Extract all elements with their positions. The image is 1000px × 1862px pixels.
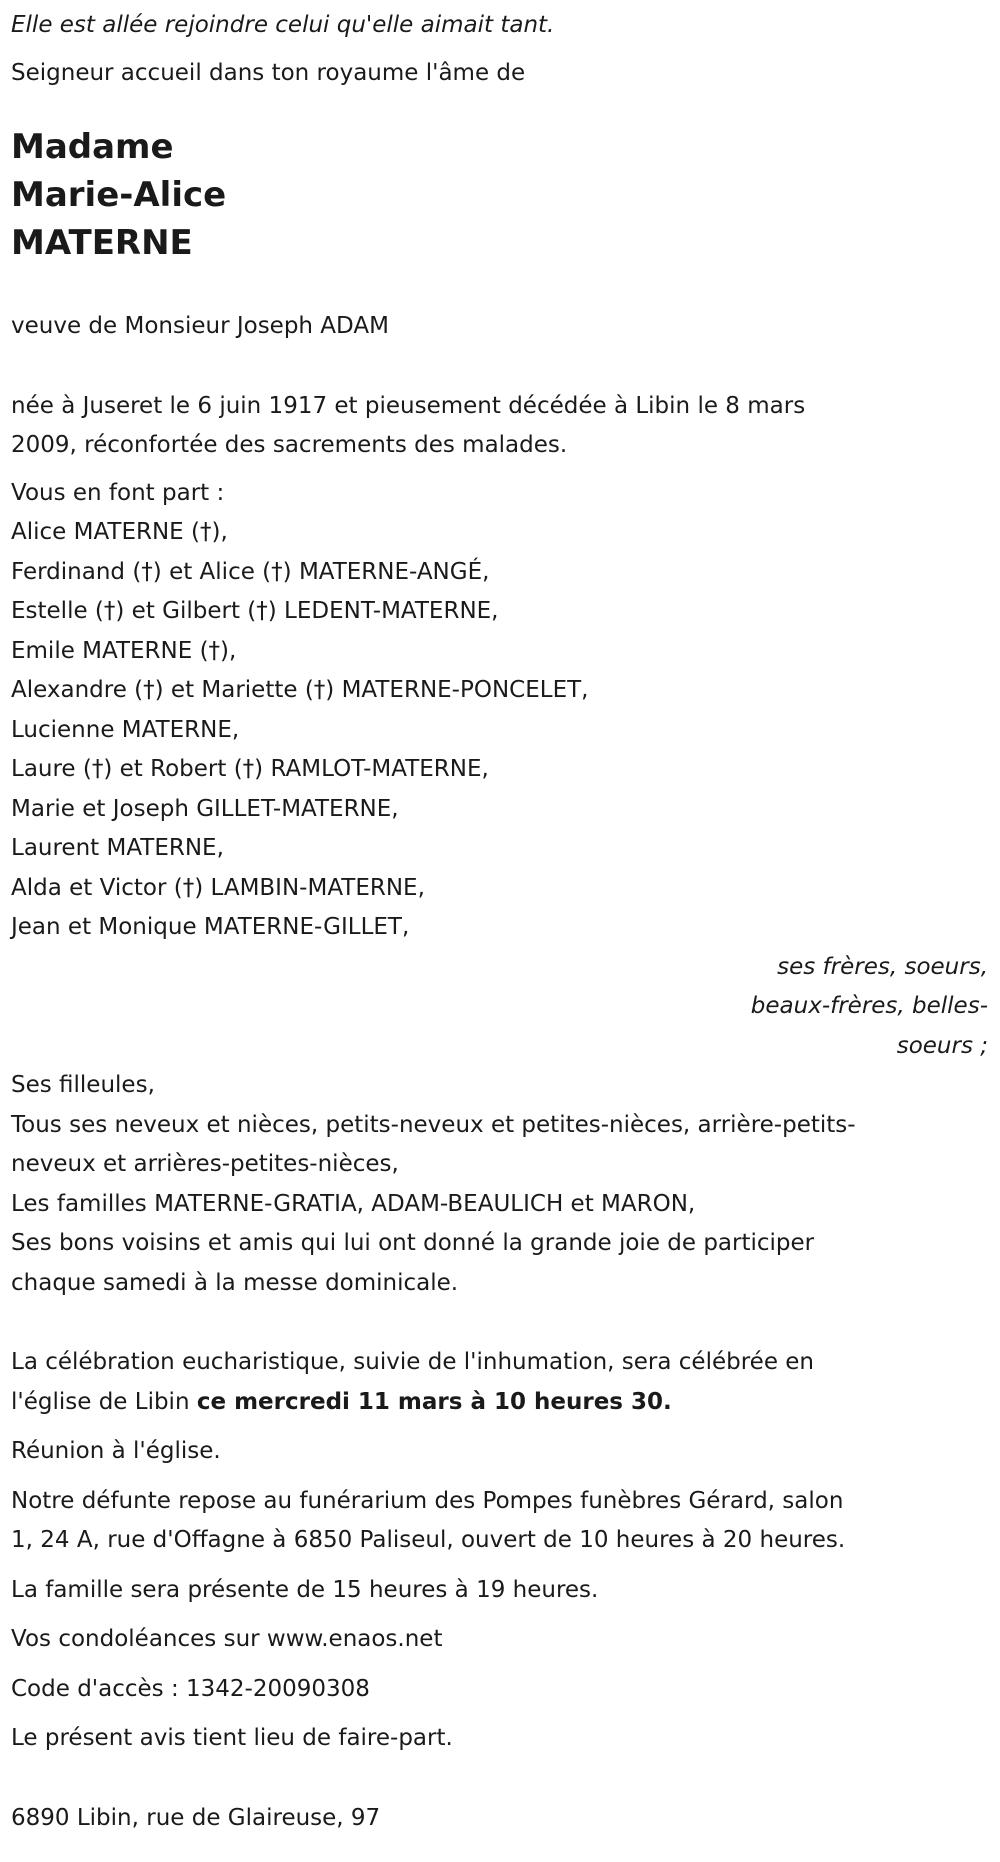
others-section [11,1066,1000,1303]
relation-line: beaux-frères, belles- [750,993,988,1019]
announcer-name: Laure (†) et Robert (†) RAMLOT-MATERNE, [11,756,489,782]
birth-death-line-1: née à Juseret le 6 juin 1917 et pieusement décédée à Libin le 8 mars [11,392,806,419]
others-line: Ses filleules, [11,1072,155,1098]
birth-death-line-2: 2009, réconfortée des sacrements des malades. [11,432,568,458]
family-present: La famille sera présente de 15 heures à 19 heures. [11,1576,599,1603]
condolences-line: Vos condoléances sur www.enaos.net [11,1626,443,1652]
others-line: Les familles MATERNE-GRATIA, ADAM-BEAULICH et MARON, [11,1190,696,1217]
announcer-name: Estelle (†) et Gilbert (†) LEDENT-MATERNE, [11,598,499,624]
ceremony-line-2 [11,1383,1000,1423]
others-line: Ses bons voisins et amis qui lui ont donné la grande joie de participer [11,1230,815,1256]
epigraph: Elle est allée rejoindre celui qu'elle aimait tant. [11,12,555,38]
announcer-name: Ferdinand (†) et Alice (†) MATERNE-ANGÉ, [11,558,490,585]
relation-note [11,948,988,1067]
address: 6890 Libin, rue de Glaireuse, 97 [11,1804,381,1831]
notice-line: Le présent avis tient lieu de faire-part. [11,1725,453,1751]
announcer-name: Alexandre (†) et Mariette (†) MATERNE-PONCELET, [11,677,589,703]
ceremony-location: l'église de Libin [11,1388,197,1415]
deceased-title: Madame [11,127,174,167]
announcers-intro: Vous en font part : [11,479,225,506]
announcer-name: Jean et Monique MATERNE-GILLET, [11,914,410,940]
deceased-first-name: Marie-Alice [11,175,227,215]
announcer-name: Alda et Victor (†) LAMBIN-MATERNE, [11,874,425,901]
ceremony-line-1: La célébration eucharistique, suivie de l'inhumation, sera célébrée en [11,1349,815,1375]
others-line: chaque samedi à la messe dominicale. [11,1269,459,1296]
meeting-note: Réunion à l'église. [11,1438,221,1464]
prayer-line: Seigneur accueil dans ton royaume l'âme de [11,59,526,86]
others-line: Tous ses neveux et nièces, petits-neveux et petites-nièces, arrière-petits- [11,1111,856,1138]
announcer-name: Alice MATERNE (†), [11,519,228,545]
access-code: Code d'accès : 1342-20090308 [11,1675,370,1702]
relation-line: soeurs ; [896,1032,988,1059]
birth-death-paragraph [11,387,1000,466]
widow-of: veuve de Monsieur Joseph ADAM [11,313,389,339]
ceremony-section [11,1343,1000,1759]
deceased-last-name: MATERNE [11,223,193,263]
ceremony-datetime: ce mercredi 11 mars à 10 heures 30. [196,1388,672,1415]
announcer-name: Lucienne MATERNE, [11,716,240,743]
deceased-name [11,123,1000,267]
announcer-name: Marie et Joseph GILLET-MATERNE, [11,795,399,822]
others-line: neveux et arrières-petites-nièces, [11,1151,399,1177]
rest-line-2: 1, 24 A, rue d'Offagne à 6850 Paliseul, ouvert de 10 heures à 20 heures. [11,1527,846,1553]
announcers-section [11,474,1000,1067]
relation-line: ses frères, soeurs, [777,953,988,980]
announcer-name: Laurent MATERNE, [11,835,224,861]
rest-line-1: Notre défunte repose au funérarium des Pompes funèbres Gérard, salon [11,1487,844,1514]
announcer-name: Emile MATERNE (†), [11,637,237,664]
